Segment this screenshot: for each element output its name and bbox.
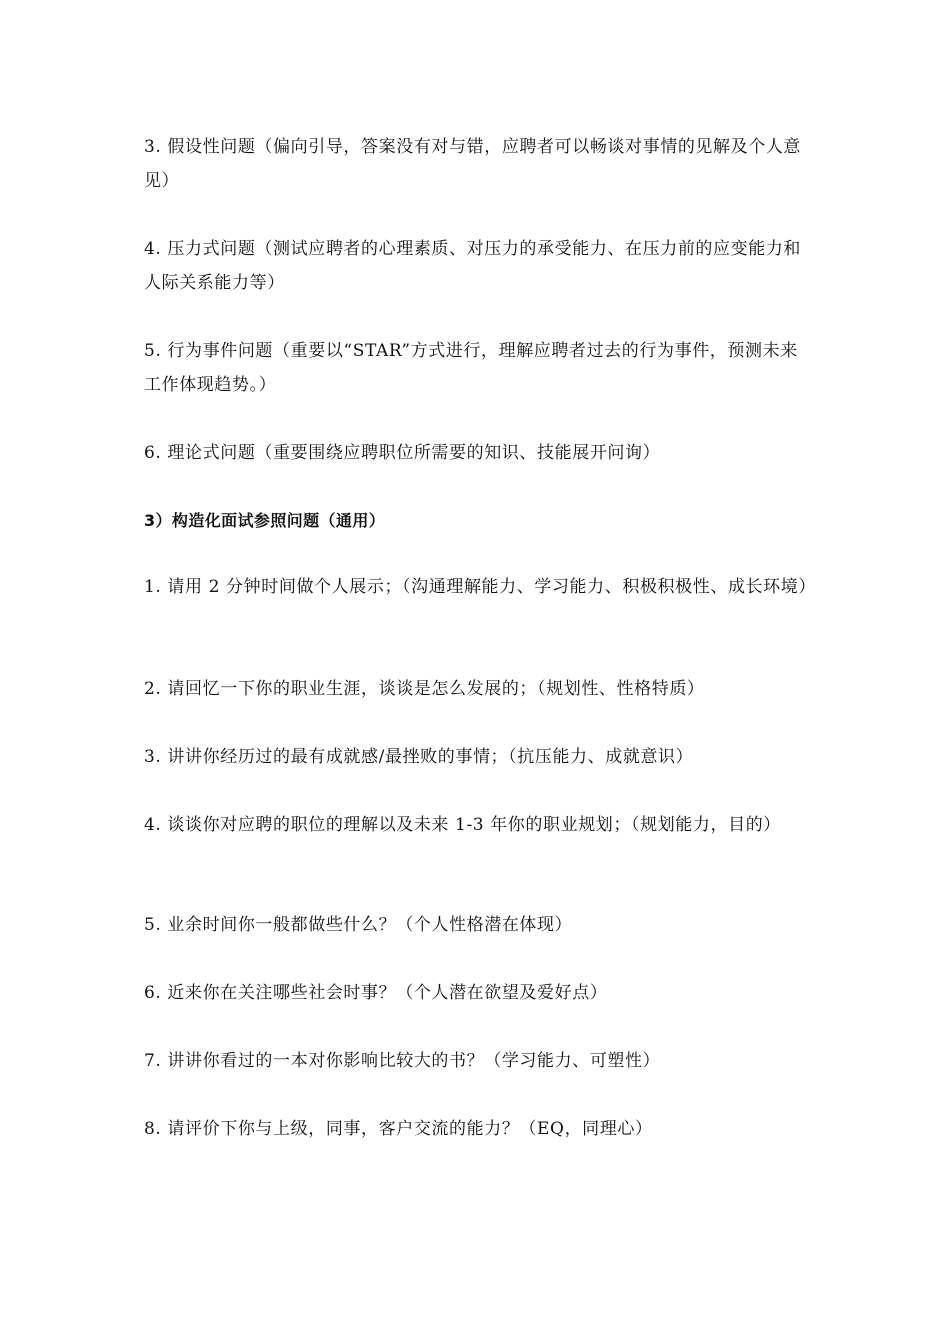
paragraph-behavioral-questions: 5. 行为事件问题（重要以“STAR”方式进行，理解应聘者过去的行为事件，预测未来工作体现趋势。） (144, 341, 798, 395)
list-item-question-1: 1. 请用 2 分钟时间做个人展示；（沟通理解能力、学习能力、积极积极性、成长环境） (144, 577, 816, 597)
list-item-question-2: 2. 请回忆一下你的职业生涯，谈谈是怎么发展的；（规划性、性格特质） (144, 679, 705, 699)
list-item-question-7: 7. 讲讲你看过的一本对你影响比较大的书？（学习能力、可塑性） (144, 1051, 661, 1071)
paragraph-theoretical-questions: 6. 理论式问题（重要围绕应聘职位所需要的知识、技能展开问询） (144, 443, 661, 463)
list-item-question-5: 5. 业余时间你一般都做些什么？（个人性格潜在体现） (144, 915, 573, 935)
list-item-question-3: 3. 讲讲你经历过的最有成就感/最挫败的事情；（抗压能力、成就意识） (144, 747, 694, 767)
paragraph-pressure-questions: 4. 压力式问题（测试应聘者的心理素质、对压力的承受能力、在压力前的应变能力和人际关系能力等） (144, 239, 802, 293)
list-item-question-8: 8. 请评价下你与上级，同事，客户交流的能力？（EQ，同理心） (144, 1119, 653, 1139)
paragraph-hypothetical-questions: 3. 假设性问题（偏向引导，答案没有对与错，应聘者可以畅谈对事情的见解及个人意见） (144, 137, 802, 191)
list-item-question-4: 4. 谈谈你对应聘的职位的理解以及未来 1-3 年你的职业规划；（规划能力，目的） (144, 815, 781, 835)
section-heading: 3）构造化面试参照问题（通用） (144, 511, 386, 530)
list-item-question-6: 6. 近来你在关注哪些社会时事？（个人潜在欲望及爱好点） (144, 983, 608, 1003)
